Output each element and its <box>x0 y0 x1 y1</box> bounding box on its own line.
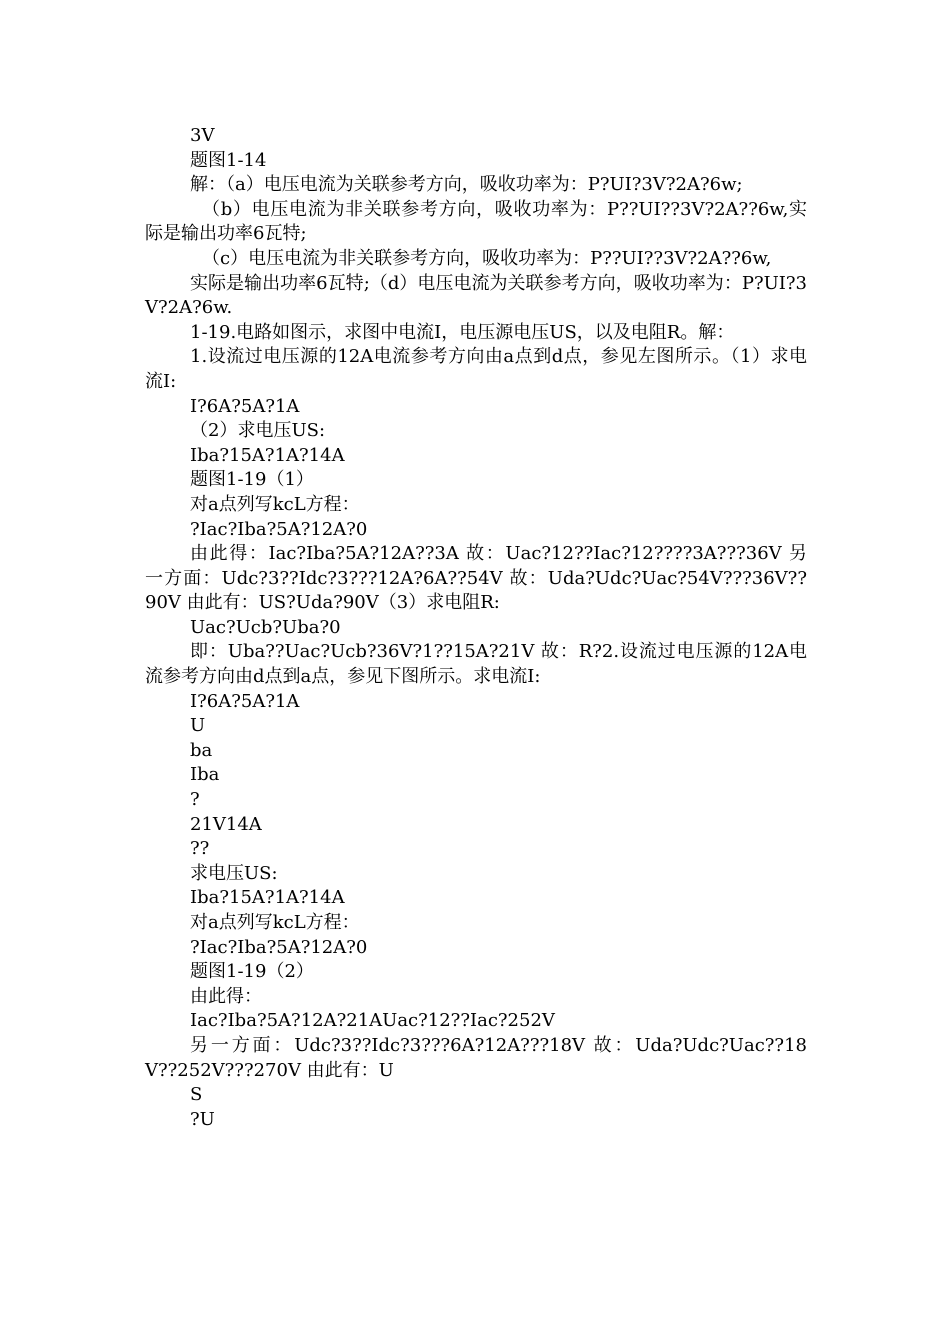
equation: Iac?Iba?5A?12A?21AUac?12??Iac?252V <box>190 1010 555 1032</box>
paragraph: 实际是输出功率6瓦特;（d）电压电流为关联参考方向，吸收功率为：P?UI?3V?2A?6w. <box>145 272 807 319</box>
paragraph: 对a点列写kcL方程： <box>190 493 360 515</box>
paragraph: 由此得： <box>190 985 262 1007</box>
paragraph: 即：Uba??Uac?Ucb?36V?1??15A?21V 故：R?2.设流过电压源的12A电流参考方向由d点到a点，参见下图所示。求电流I: <box>145 641 807 688</box>
equation: I?6A?5A?1A <box>190 395 300 417</box>
equation: Uac?Ucb?Uba?0 <box>190 616 341 638</box>
paragraph: 解：（a）电压电流为关联参考方向，吸收功率为：P?UI?3V?2A?6w; <box>190 174 743 196</box>
paragraph: （b）电压电流为非关联参考方向，吸收功率为：P??UI??3V?2A??6w,实际是输出功率6瓦特; <box>145 198 807 245</box>
paragraph: 由此得：Iac?Iba?5A?12A??3A 故：Uac?12??Iac?12????3A???36V 另一方面：Udc?3??Idc?3???12A?6A??54V 故：Uda?Udc?Uac?54V???36V??90V 由此有：US?Uda?90V（3）求电阻R: <box>145 543 807 614</box>
equation: Iba?15A?1A?14A <box>190 887 345 909</box>
paragraph: 对a点列写kcL方程： <box>190 912 360 933</box>
problem-heading: 1-19.电路如图示，求图中电流I，电压源电压US，以及电阻R。解： <box>190 321 735 343</box>
fragment: ? <box>190 789 200 811</box>
fragment: ?U <box>190 1108 215 1130</box>
equation: ?Iac?Iba?5A?12A?0 <box>190 518 368 540</box>
fragment: Iba <box>190 764 220 786</box>
figure-caption: 题图1-14 <box>190 149 267 171</box>
paragraph: 3V <box>190 125 215 146</box>
fragment: ba <box>190 739 213 761</box>
paragraph: 求电压US: <box>190 862 278 884</box>
fragment: U <box>190 715 206 737</box>
paragraph: 另一方面：Udc?3??Idc?3???6A?12A???18V 故：Uda?Udc?Uac??18V??252V???270V 由此有：U <box>145 1034 807 1081</box>
paragraph: （2）求电压US: <box>190 420 326 442</box>
equation: I?6A?5A?1A <box>190 690 300 712</box>
figure-caption: 题图1-19（2） <box>190 961 314 983</box>
equation: ?Iac?Iba?5A?12A?0 <box>190 936 368 958</box>
document-body <box>145 124 807 1132</box>
fragment: 21V14A <box>190 813 262 835</box>
fragment: S <box>190 1084 203 1106</box>
paragraph: 1.设流过电压源的12A电流参考方向由a点到d点，参见左图所示。（1）求电流I: <box>145 346 807 392</box>
paragraph: （c）电压电流为非关联参考方向，吸收功率为：P??UI??3V?2A??6w, <box>202 247 772 269</box>
equation: Iba?15A?1A?14A <box>190 444 345 466</box>
fragment: ?? <box>190 838 210 860</box>
figure-caption: 题图1-19（1） <box>190 469 314 491</box>
